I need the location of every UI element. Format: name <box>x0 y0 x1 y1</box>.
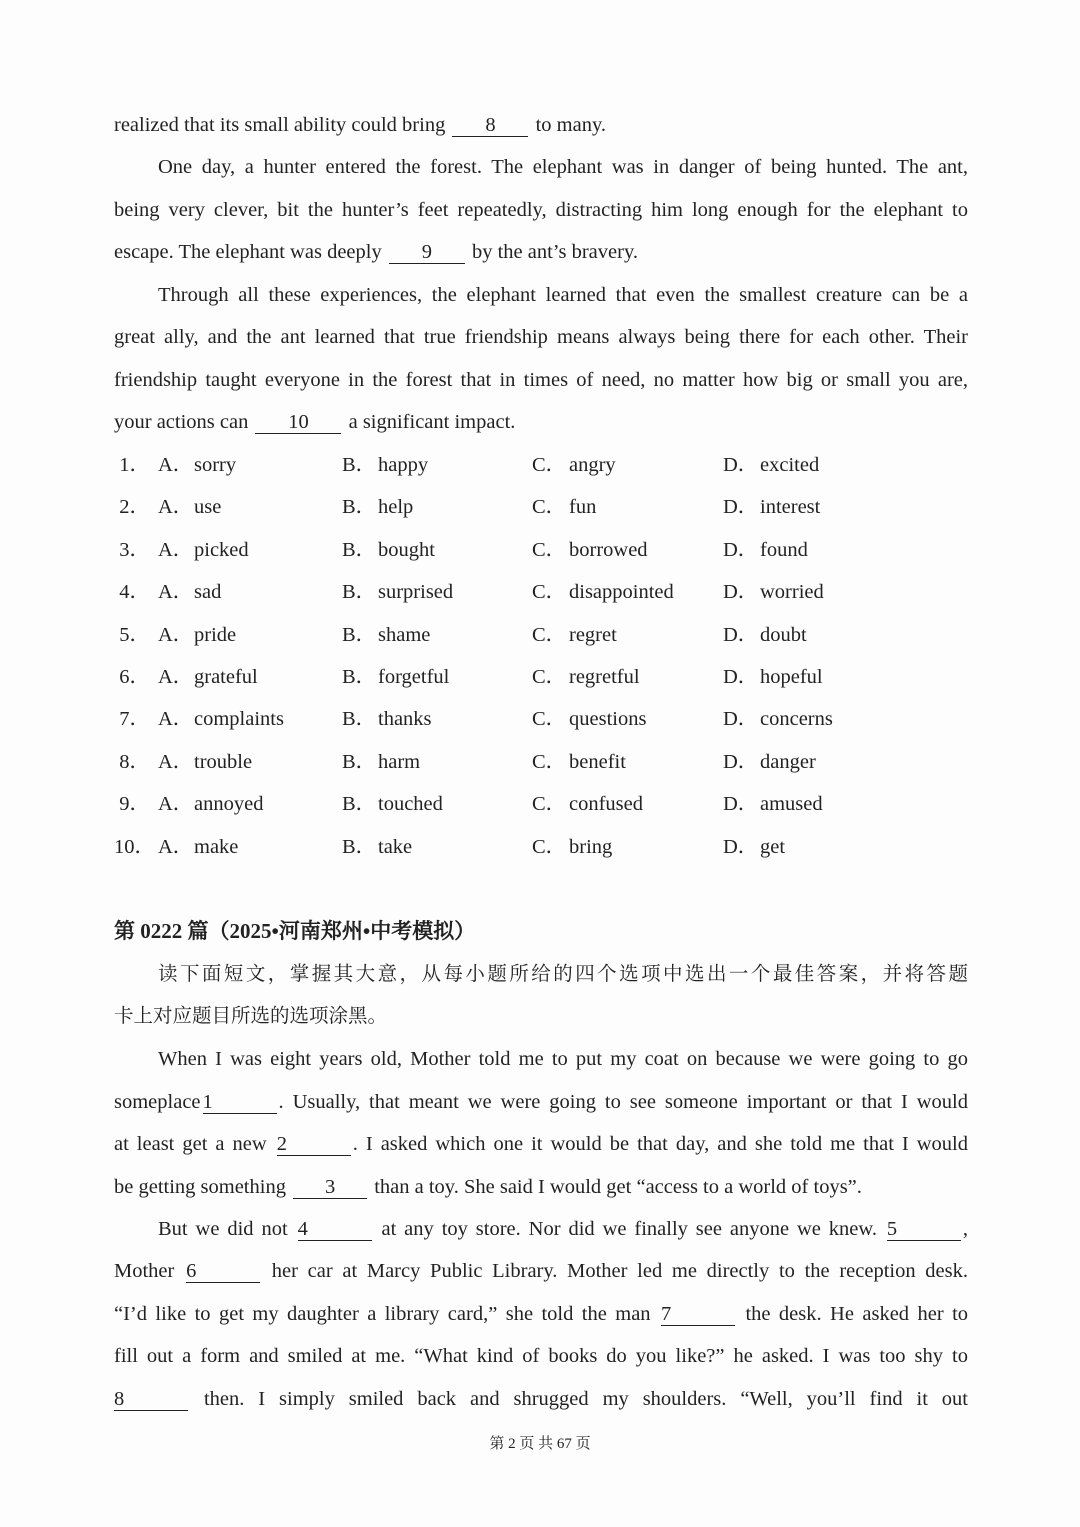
text-run: to many. <box>535 114 607 136</box>
option-d-text: doubt <box>760 623 807 646</box>
blank-3: 3 <box>293 1176 367 1199</box>
passage-line: great ally, and the ant learned that true friendship means always being there for each other. Their <box>114 326 968 348</box>
option-c-text: regret <box>569 623 617 646</box>
option-letter-b: B． <box>342 623 377 646</box>
option-letter-c: C． <box>532 750 567 773</box>
text-run: be getting something <box>114 1176 286 1198</box>
passage-line: One day, a hunter entered the forest. The elephant was in danger of being hunted. The ant, <box>158 156 968 178</box>
passage-line <box>114 112 968 138</box>
text-run: then. I simply smiled back and shrugged my shoulders. “Well, you’ll find it out <box>203 1388 969 1410</box>
option-letter-a: A． <box>158 666 194 688</box>
option-b-text: bought <box>378 538 435 561</box>
option-letter-d: D． <box>723 666 759 688</box>
option-a-text: annoyed <box>194 793 264 816</box>
option-c-text: regretful <box>569 666 640 688</box>
blank-9: 9 <box>389 241 465 264</box>
option-a-text: use <box>194 496 222 519</box>
option-letter-b: B． <box>342 666 377 688</box>
option-letter-a: A． <box>158 623 194 646</box>
option-letter-b: B． <box>342 581 377 604</box>
option-d-text: amused <box>760 793 823 816</box>
option-b-text: touched <box>378 793 443 816</box>
question-number: 5． <box>119 623 150 646</box>
text-run: someplace <box>114 1091 201 1113</box>
passage-line: being very clever, bit the hunter’s feet repeatedly, distracting him long enough for the elephant to <box>114 199 968 221</box>
option-c-text: disappointed <box>569 581 674 604</box>
option-a-text: grateful <box>194 666 258 688</box>
text-run: , <box>962 1218 969 1240</box>
blank-8: 8 <box>114 1388 188 1411</box>
text-run: than a toy. She said I would get “access to a world of toys”. <box>374 1176 862 1198</box>
option-d-text: get <box>760 835 786 858</box>
option-letter-c: C． <box>532 454 567 476</box>
option-b-text: happy <box>378 454 429 476</box>
option-a-text: trouble <box>194 750 253 773</box>
option-letter-b: B． <box>342 835 377 858</box>
passage-line: friendship taught everyone in the forest that in times of need, no matter how big or small you are, <box>114 369 968 391</box>
option-letter-d: D． <box>723 793 759 816</box>
blank-6: 6 <box>186 1260 260 1283</box>
text-run: at any toy store. Nor did we finally see anyone we knew. <box>381 1218 877 1240</box>
option-row <box>114 579 1014 605</box>
option-letter-b: B． <box>342 538 377 561</box>
option-letter-b: B． <box>342 750 377 773</box>
option-letter-b: B． <box>342 793 377 816</box>
blank-5: 5 <box>887 1218 961 1241</box>
option-letter-a: A． <box>158 793 194 816</box>
question-number: 8． <box>119 750 150 773</box>
text-run: a significant impact. <box>348 411 516 433</box>
text-run: “I’d like to get my daughter a library card,” she told the man <box>114 1303 651 1325</box>
option-letter-a: A． <box>158 581 194 604</box>
option-letter-d: D． <box>723 750 759 773</box>
option-d-text: found <box>760 538 808 561</box>
option-a-text: make <box>194 835 239 858</box>
text-run: escape. The elephant was deeply <box>114 241 382 263</box>
text-run: . I asked which one it would be that day, and she told me that I would <box>352 1133 968 1155</box>
passage-line: fill out a form and smiled at me. “What kind of books do you like?” he asked. I was too shy to <box>114 1345 968 1367</box>
option-b-text: harm <box>378 750 421 773</box>
text-run: her car at Marcy Public Library. Mother led me directly to the reception desk. <box>271 1260 969 1282</box>
option-a-text: complaints <box>194 708 284 731</box>
option-letter-c: C． <box>532 793 567 816</box>
option-c-text: confused <box>569 793 644 816</box>
option-letter-c: C． <box>532 835 567 858</box>
option-letter-a: A． <box>158 708 194 731</box>
option-c-text: angry <box>569 454 616 476</box>
option-b-text: forgetful <box>378 666 450 688</box>
passage-line <box>158 1216 968 1242</box>
option-letter-a: A． <box>158 496 194 519</box>
blank-10: 10 <box>255 411 341 434</box>
passage-line <box>114 409 968 435</box>
passage-line: When I was eight years old, Mother told me to put my coat on because we were going to go <box>158 1048 968 1070</box>
question-number: 1． <box>119 454 150 476</box>
question-number: 3． <box>119 538 150 561</box>
option-letter-d: D． <box>723 454 759 476</box>
question-number: 7． <box>119 708 150 731</box>
option-a-text: picked <box>194 538 249 561</box>
option-d-text: danger <box>760 750 816 773</box>
option-row <box>114 452 1014 478</box>
option-letter-d: D． <box>723 538 759 561</box>
instruction-line: 卡上对应题目所选的选项涂黑。 <box>114 1004 388 1027</box>
option-c-text: benefit <box>569 750 626 773</box>
option-row <box>114 664 1014 690</box>
text-run: by the ant’s bravery. <box>471 241 639 263</box>
text-run: But we did not <box>158 1218 288 1240</box>
text-run: . Usually, that meant we were going to see someone important or that I would <box>278 1091 968 1113</box>
option-letter-a: A． <box>158 750 194 773</box>
text-run: realized that its small ability could bring <box>114 114 446 136</box>
option-a-text: pride <box>194 623 237 646</box>
option-letter-c: C． <box>532 623 567 646</box>
option-row <box>114 749 1014 775</box>
option-c-text: bring <box>569 835 613 858</box>
instruction-line: 读下面短文，掌握其大意，从每小题所给的四个选项中选出一个最佳答案，并将答题 <box>158 962 968 985</box>
option-b-text: shame <box>378 623 431 646</box>
page-footer: 第 2 页 共 67 页 <box>489 1436 591 1452</box>
option-b-text: take <box>378 835 413 858</box>
question-number: 10． <box>114 835 155 858</box>
text-run: at least get a new <box>114 1133 267 1155</box>
blank-4: 4 <box>298 1218 372 1241</box>
option-b-text: help <box>378 496 414 519</box>
question-number: 4． <box>119 581 150 604</box>
question-number: 6． <box>119 666 150 688</box>
option-row <box>114 537 1014 563</box>
option-letter-c: C． <box>532 666 567 688</box>
option-letter-d: D． <box>723 581 759 604</box>
question-number: 2． <box>119 496 150 519</box>
option-c-text: borrowed <box>569 538 648 561</box>
question-number: 9． <box>119 793 150 816</box>
section-heading: 第 0222 篇（2025•河南郑州•中考模拟） <box>114 919 476 943</box>
blank-1: 1 <box>203 1091 277 1114</box>
option-row <box>114 622 1014 648</box>
option-letter-b: B． <box>342 496 377 519</box>
passage-line <box>114 1174 968 1200</box>
option-letter-b: B． <box>342 454 377 476</box>
option-letter-c: C． <box>532 708 567 731</box>
option-letter-d: D． <box>723 623 759 646</box>
option-letter-c: C． <box>532 496 567 519</box>
option-b-text: surprised <box>378 581 454 604</box>
passage-line <box>114 1131 968 1157</box>
option-c-text: fun <box>569 496 597 519</box>
option-row <box>114 494 1014 520</box>
blank-8: 8 <box>452 114 528 137</box>
passage-line <box>114 1301 968 1327</box>
text-run: Mother <box>114 1260 175 1282</box>
passage-line <box>114 1258 968 1284</box>
passage-line: Through all these experiences, the elephant learned that even the smallest creature can be a <box>158 284 968 306</box>
option-b-text: thanks <box>378 708 432 731</box>
option-letter-b: B． <box>342 708 377 731</box>
option-row <box>114 834 1014 860</box>
option-row <box>114 706 1014 732</box>
option-a-text: sorry <box>194 454 237 476</box>
option-d-text: concerns <box>760 708 833 731</box>
option-c-text: questions <box>569 708 647 731</box>
option-d-text: excited <box>760 454 820 476</box>
passage-line <box>114 239 968 265</box>
option-row <box>114 791 1014 817</box>
passage-line <box>114 1386 968 1412</box>
passage-line <box>114 1089 968 1115</box>
option-letter-d: D． <box>723 708 759 731</box>
option-letter-d: D． <box>723 835 759 858</box>
option-letter-a: A． <box>158 454 194 476</box>
option-d-text: hopeful <box>760 666 823 688</box>
option-d-text: worried <box>760 581 824 604</box>
text-run: your actions can <box>114 411 249 433</box>
option-letter-a: A． <box>158 835 194 858</box>
option-letter-a: A． <box>158 538 194 561</box>
option-letter-d: D． <box>723 496 759 519</box>
blank-2: 2 <box>277 1133 351 1156</box>
option-a-text: sad <box>194 581 222 604</box>
text-run: the desk. He asked her to <box>745 1303 969 1325</box>
option-d-text: interest <box>760 496 821 519</box>
blank-7: 7 <box>661 1303 735 1326</box>
option-letter-c: C． <box>532 581 567 604</box>
option-letter-c: C． <box>532 538 567 561</box>
